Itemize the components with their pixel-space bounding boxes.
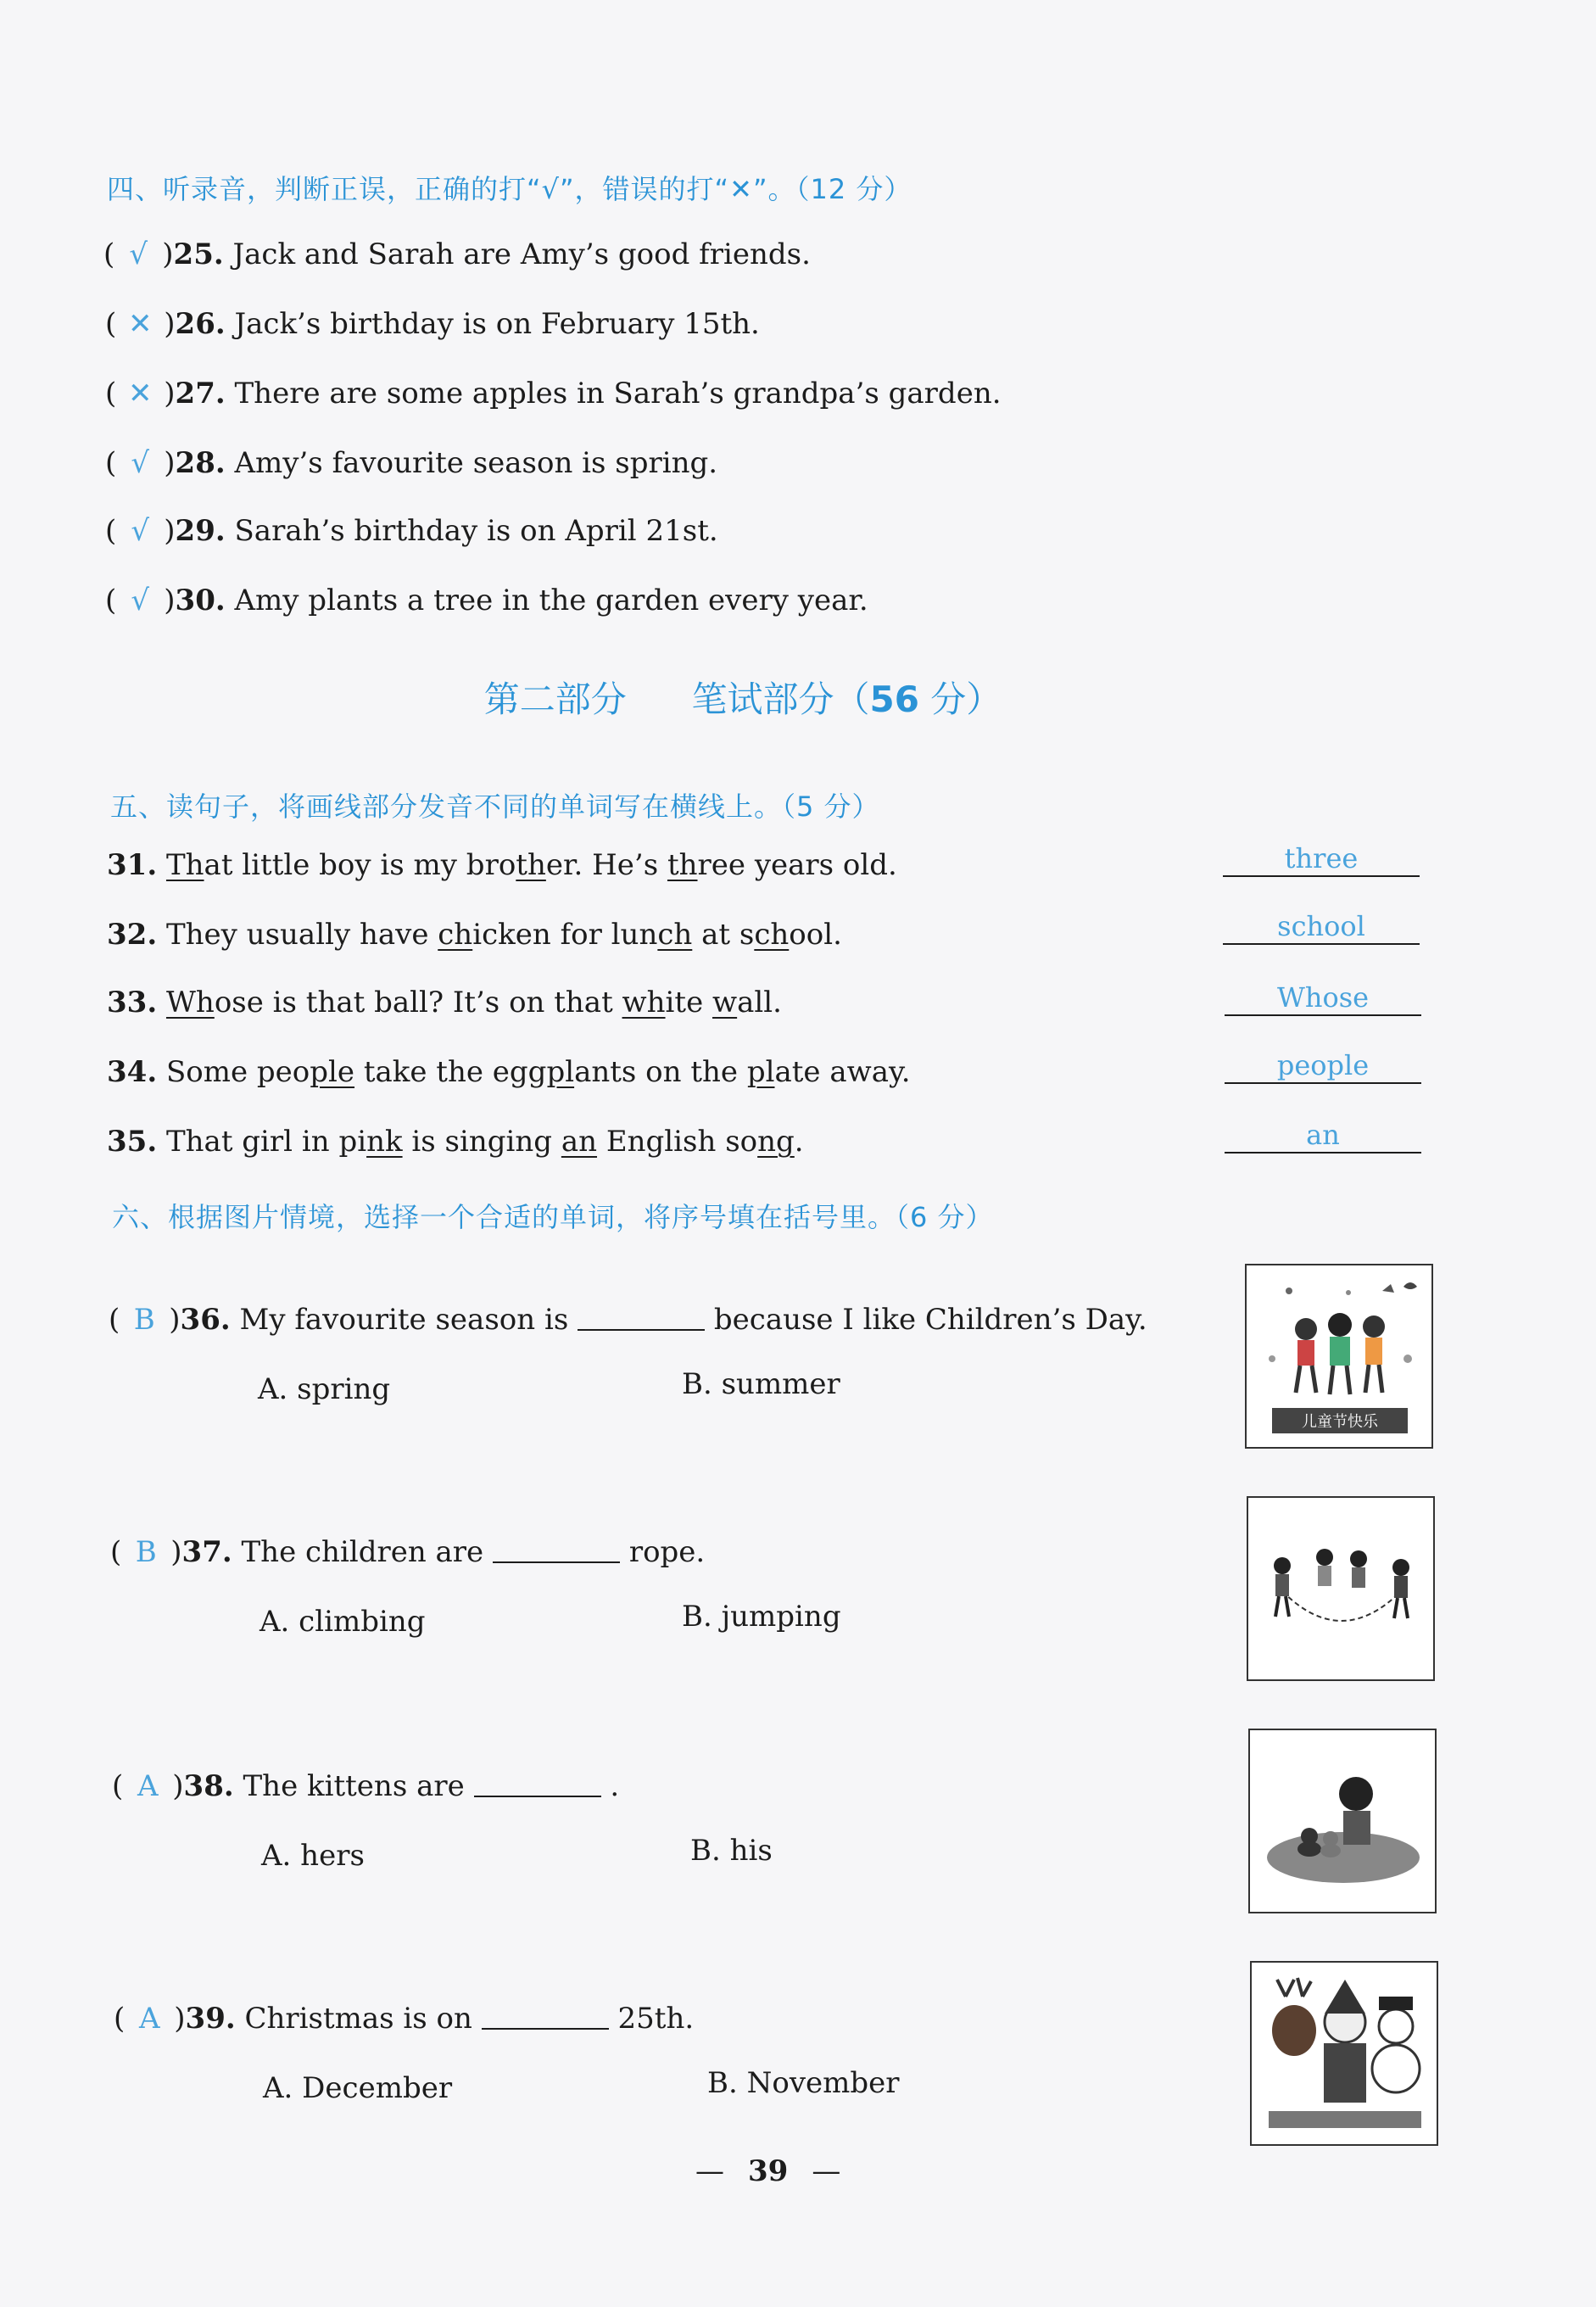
underlined-letters: ch — [754, 918, 790, 952]
question-number: 30. — [175, 584, 226, 617]
kittens-illustration — [1250, 1730, 1435, 1912]
question-number: 35. — [107, 1125, 158, 1159]
sentence-text: ree years old. — [697, 848, 897, 882]
option-b[interactable]: B. his — [690, 1834, 773, 1868]
answer-blank-33[interactable]: Whose — [1225, 980, 1421, 1016]
page-dash-right: — — [812, 2154, 841, 2188]
answer-blank-32[interactable]: school — [1223, 909, 1420, 945]
judge-item-26 — [105, 307, 760, 341]
question-text: Jack’s birthday is on February 15th. — [234, 307, 760, 341]
underlined-letters: Wh — [165, 986, 215, 1019]
sentence-text: ants on the — [574, 1055, 747, 1089]
judge-answer-mark[interactable]: √ — [131, 514, 150, 548]
question-number: 32. — [107, 918, 158, 952]
question-text-after: 25th. — [617, 2002, 695, 2036]
question-number: 38. — [183, 1769, 234, 1803]
sentence-text: ite — [665, 986, 713, 1019]
question-text-before: Christmas is on — [244, 2002, 472, 2036]
page-number-value: 39 — [748, 2154, 789, 2188]
paren-open: ( — [105, 307, 117, 341]
sentence-text: That girl in pi — [165, 1125, 367, 1159]
choice-item-36 — [109, 1303, 1147, 1337]
underlined-letters: Th — [165, 848, 204, 882]
picture-label: 儿童节快乐 — [1302, 1413, 1378, 1431]
question-text: Amy’s favourite season is spring. — [234, 446, 718, 480]
option-b[interactable]: B. jumping — [682, 1600, 841, 1634]
underlined-letters: wh — [622, 986, 666, 1019]
option-a[interactable]: A. climbing — [259, 1605, 426, 1639]
underlined-letters: nk — [366, 1125, 403, 1159]
sentence-text: They usually have — [165, 918, 438, 952]
picture-jump-rope — [1247, 1496, 1435, 1681]
phonics-item-32 — [107, 918, 842, 952]
underlined-letters: w — [712, 986, 738, 1019]
sentence-text: . — [794, 1125, 804, 1159]
page-number — [695, 2154, 840, 2188]
sentence-text: er. He’s — [545, 848, 667, 882]
option-b[interactable]: B. summer — [682, 1367, 840, 1401]
paren-open: ( — [105, 514, 117, 548]
picture-childrens-day — [1245, 1264, 1433, 1449]
judge-item-25 — [103, 237, 811, 271]
choice-answer[interactable]: B — [133, 1303, 155, 1337]
sentence-text: Some peo — [165, 1055, 310, 1089]
question-text: Amy plants a tree in the garden every year. — [234, 584, 868, 617]
fill-blank[interactable] — [474, 1770, 601, 1797]
question-number: 39. — [185, 2002, 236, 2036]
sentence-text: ose is that ball? It’s on that — [214, 986, 622, 1019]
paren-open: ( — [103, 237, 115, 271]
underlined-letters: th — [667, 848, 698, 882]
paren-open: ( — [109, 1303, 120, 1337]
option-a[interactable]: A. December — [263, 2071, 453, 2105]
choice-answer[interactable]: B — [135, 1535, 157, 1569]
sentence-text: take the egg — [354, 1055, 547, 1089]
fill-blank[interactable] — [482, 2003, 609, 2030]
fill-blank[interactable] — [493, 1536, 620, 1563]
sentence-text: ate away. — [774, 1055, 911, 1089]
paren-open: ( — [114, 2002, 126, 2036]
paren-close: ) — [162, 237, 174, 271]
phonics-item-34 — [107, 1055, 911, 1089]
paren-close: ) — [170, 1535, 182, 1569]
choice-item-37 — [110, 1535, 705, 1569]
answer-blank-35[interactable]: an — [1225, 1118, 1421, 1154]
underlined-letters: ple — [310, 1055, 355, 1089]
sentence-text: at s — [692, 918, 755, 952]
question-text-before: My favourite season is — [239, 1303, 569, 1337]
phonics-item-31 — [107, 848, 897, 882]
question-text-after: rope. — [628, 1535, 706, 1569]
judge-answer-mark[interactable]: √ — [129, 237, 148, 271]
underlined-letters: th — [516, 848, 546, 882]
paren-open: ( — [105, 584, 117, 617]
judge-answer-mark[interactable]: √ — [131, 584, 150, 617]
part2-title — [0, 672, 1596, 723]
section4-heading: 四、听录音，判断正误，正确的打“√”，错误的打“✕”。（12 分） — [107, 173, 912, 205]
judge-item-27 — [105, 377, 1002, 411]
underlined-letters: ng — [757, 1125, 795, 1159]
judge-answer-mark[interactable]: ✕ — [128, 377, 153, 411]
judge-item-28 — [105, 446, 717, 480]
sentence-text: at little boy is my bro — [204, 848, 516, 882]
paren-close: ) — [169, 1303, 181, 1337]
question-number: 27. — [175, 377, 226, 411]
question-text-after: . — [610, 1769, 620, 1803]
paren-open: ( — [105, 377, 117, 411]
question-number: 25. — [173, 237, 224, 271]
paren-close: ) — [164, 446, 176, 480]
phonics-item-33 — [107, 986, 782, 1019]
paren-close: ) — [164, 584, 176, 617]
option-b[interactable]: B. November — [707, 2066, 900, 2100]
paren-open: ( — [110, 1535, 122, 1569]
question-number: 34. — [107, 1055, 158, 1089]
part2-title-c: 分） — [918, 679, 1002, 720]
question-text-before: The children are — [241, 1535, 484, 1569]
underlined-letters: ch — [438, 918, 473, 952]
question-number: 28. — [175, 446, 226, 480]
underlined-letters: pl — [546, 1055, 575, 1089]
choice-answer[interactable]: A — [138, 2002, 160, 2036]
paren-open: ( — [105, 446, 117, 480]
question-text: Sarah’s birthday is on April 21st. — [234, 514, 718, 548]
page-dash-left: — — [695, 2154, 724, 2188]
paren-open: ( — [112, 1769, 124, 1803]
fill-blank[interactable] — [578, 1304, 705, 1331]
question-text: There are some apples in Sarah’s grandpa’s garden. — [234, 377, 1002, 411]
paren-close: ) — [174, 2002, 186, 2036]
choice-item-38 — [112, 1769, 619, 1803]
sentence-text: is singing — [402, 1125, 561, 1159]
jump-rope-illustration — [1248, 1498, 1433, 1679]
question-text: Jack and Sarah are Amy’s good friends. — [232, 237, 811, 271]
judge-answer-mark[interactable]: √ — [131, 446, 150, 480]
picture-christmas — [1250, 1961, 1438, 2146]
sentence-text: icken for lun — [472, 918, 658, 952]
choice-answer[interactable]: A — [137, 1769, 159, 1803]
christmas-illustration — [1252, 1963, 1437, 2144]
underlined-letters: ch — [657, 918, 693, 952]
judge-item-30 — [105, 584, 868, 617]
childrens-day-illustration — [1247, 1265, 1431, 1447]
question-number: 37. — [181, 1535, 232, 1569]
part2-score: 56 — [869, 679, 919, 720]
paren-close: ) — [164, 307, 176, 341]
question-number: 33. — [107, 986, 158, 1019]
choice-item-39 — [114, 2002, 694, 2036]
question-number: 31. — [107, 848, 158, 882]
underlined-letters: pl — [746, 1055, 775, 1089]
answer-blank-31[interactable]: three — [1223, 841, 1420, 877]
question-number: 29. — [175, 514, 226, 548]
part2-title-a: 第二部分 — [483, 679, 627, 720]
section6-heading: 六、根据图片情境，选择一个合适的单词，将序号填在括号里。（6 分） — [112, 1201, 994, 1233]
picture-kittens — [1248, 1729, 1437, 1913]
underlined-letters: an — [561, 1125, 598, 1159]
question-number: 26. — [175, 307, 226, 341]
sentence-text: ool. — [789, 918, 842, 952]
answer-blank-34[interactable]: people — [1225, 1048, 1421, 1084]
question-text-before: The kittens are — [243, 1769, 465, 1803]
part2-title-b: 笔试部分（ — [691, 679, 870, 720]
paren-close: ) — [172, 1769, 184, 1803]
paren-close: ) — [164, 377, 176, 411]
option-a[interactable]: A. spring — [258, 1372, 391, 1406]
judge-item-29 — [105, 514, 718, 548]
phonics-item-35 — [107, 1125, 804, 1159]
option-a[interactable]: A. hers — [261, 1839, 365, 1873]
section5-heading: 五、读句子，将画线部分发音不同的单词写在横线上。（5 分） — [110, 790, 880, 823]
judge-answer-mark[interactable]: ✕ — [128, 307, 153, 341]
question-text-after: because I like Children’s Day. — [713, 1303, 1147, 1337]
paren-close: ) — [164, 514, 176, 548]
sentence-text: English so — [597, 1125, 758, 1159]
sentence-text: all. — [737, 986, 782, 1019]
question-number: 36. — [180, 1303, 231, 1337]
